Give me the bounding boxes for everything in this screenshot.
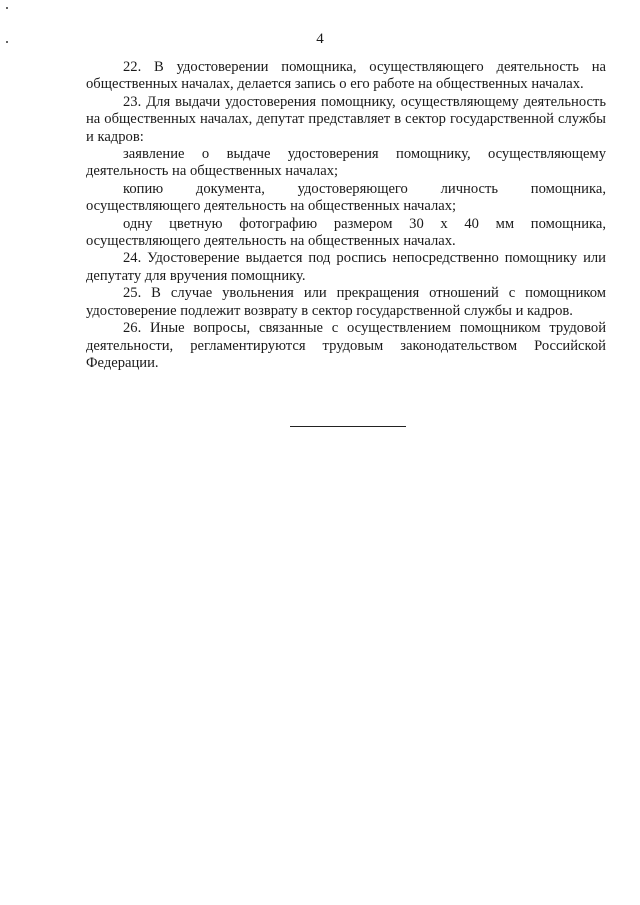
paragraph-22: 22. В удостоверении помощника, осуществляющего деятельность на общественных началах, делается запись о его работе на общественных началах. [86, 59, 606, 93]
list-item-application: заявление о выдаче удостоверения помощнику, осуществляющему деятельность на общественных началах; [86, 146, 606, 180]
scan-speck [6, 7, 8, 9]
end-separator-line [290, 426, 406, 427]
paragraph-26: 26. Иные вопросы, связанные с осуществлением помощником трудовой деятельности, регламентируются трудовым законодательством Российской Федерации. [86, 320, 606, 371]
paragraph-25: 25. В случае увольнения или прекращения отношений с помощником удостоверение подлежит возврату в сектор государственной службы и кадров. [86, 285, 606, 319]
list-item-id-copy: копию документа, удостоверяющего личность помощника, осуществляющего деятельность на общественных началах; [86, 180, 606, 215]
paragraph-24: 24. Удостоверение выдается под роспись непосредственно помощнику или депутату для вручения помощнику. [86, 250, 606, 284]
paragraph-23: 23. Для выдачи удостоверения помощнику, осуществляющему деятельность на общественных началах, депутат представляет в сектор государственной службы и кадров: [86, 93, 606, 145]
page-number: 4 [316, 31, 324, 47]
list-item-photo: одну цветную фотографию размером 30 х 40 мм помощника, осуществляющего деятельность на общественных началах. [86, 215, 606, 250]
document-body [86, 59, 606, 372]
